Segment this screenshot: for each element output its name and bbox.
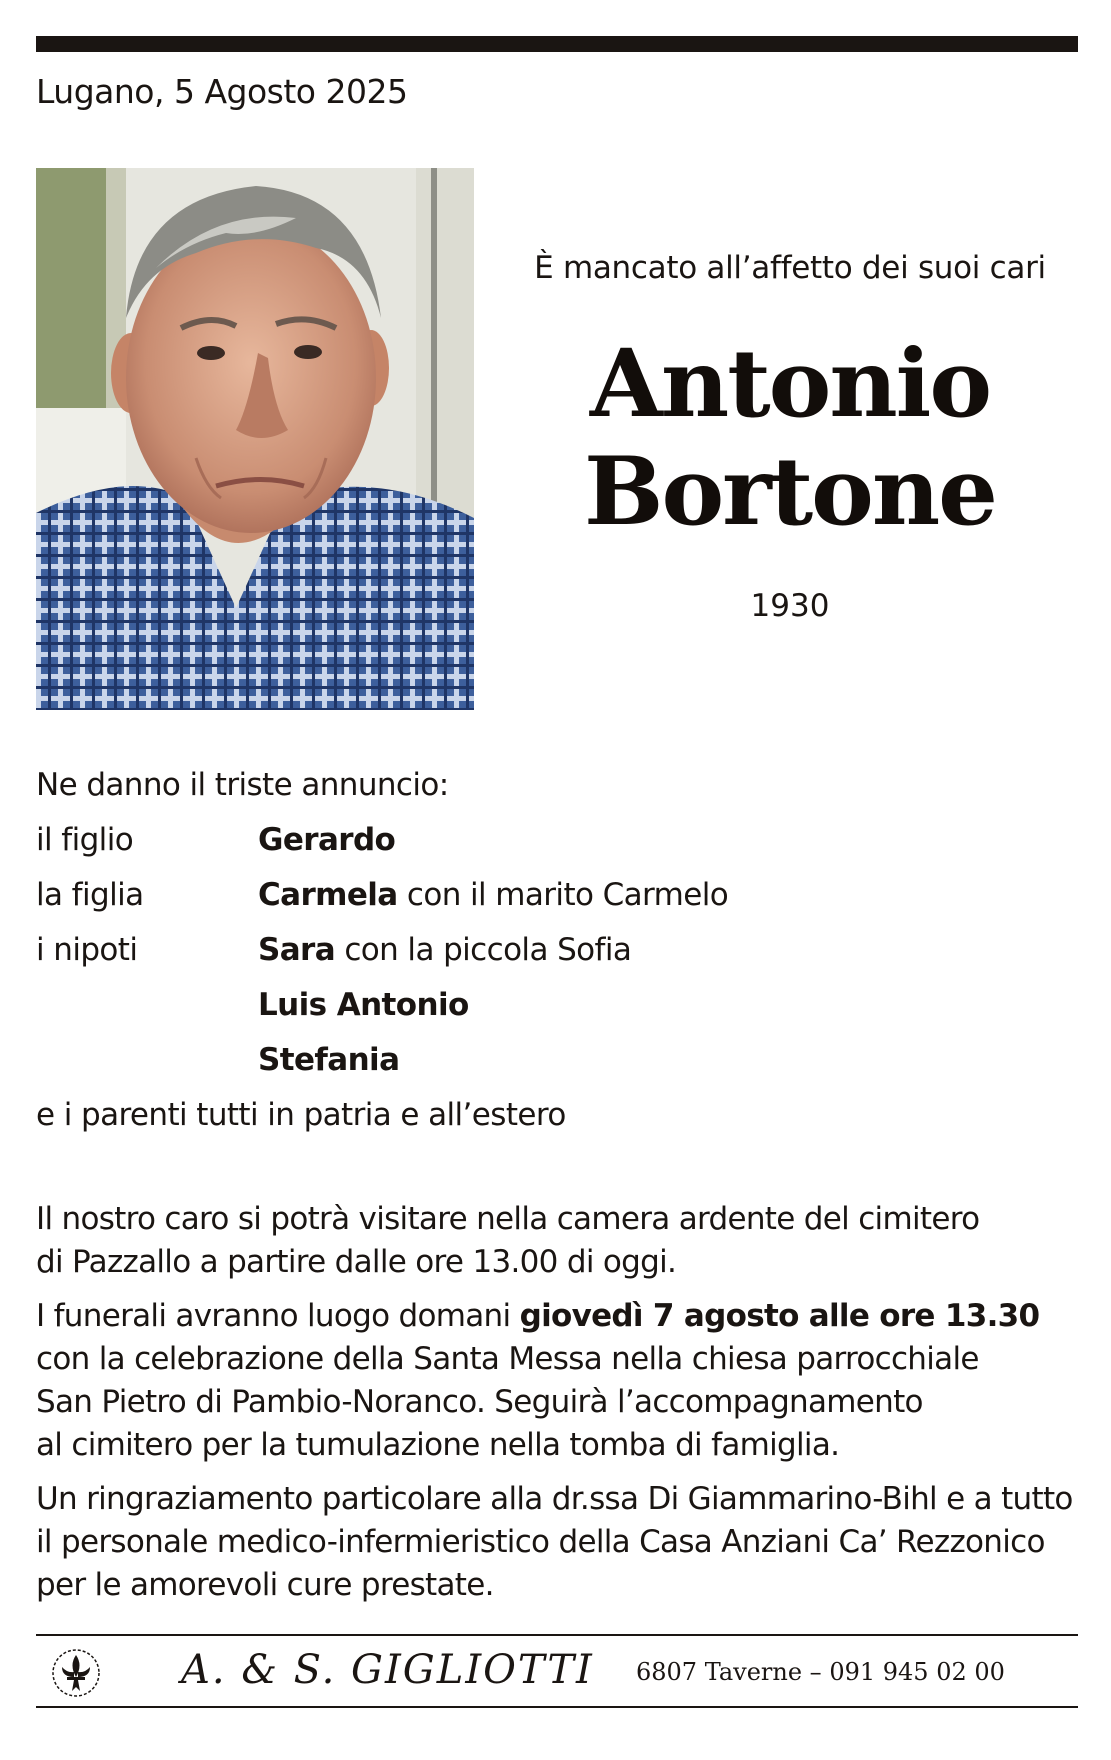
family-row — [36, 978, 1086, 1033]
family-name: Sara — [258, 932, 336, 968]
first-name: Antonio — [589, 329, 991, 439]
fleur-de-lis-icon — [50, 1647, 102, 1703]
family-row — [36, 1033, 1086, 1088]
deceased-name — [490, 330, 1090, 546]
relation — [36, 1033, 258, 1088]
family-name: Carmela — [258, 877, 398, 913]
footer — [36, 1643, 1078, 1703]
footer-rule-bottom — [36, 1706, 1078, 1708]
visit-paragraph: Il nostro caro si potrà visitare nella camera ardente del cimitero di Pazzallo a partire dalle ore 13.00 di oggi. — [36, 1201, 980, 1280]
relation: il figlio — [36, 822, 134, 858]
funeral-paragraph: I funerali avranno luogo domani giovedì 7 agosto alle ore 13.30 con la celebrazione della Santa Messa nella chiesa parrocchiale San Pietro di Pambio-Noranco. Seguirà l’accompagnamento al cimitero per la tumulazione nella tomba di famiglia. — [36, 1298, 1040, 1463]
family-detail: con il marito Carmelo — [397, 877, 729, 913]
last-name: Bortone — [584, 437, 996, 547]
footer-rule-top — [36, 1634, 1078, 1636]
intro-line: È mancato all’affetto dei suoi cari — [534, 250, 1046, 286]
relation: la figlia — [36, 877, 144, 913]
family-name: Luis Antonio — [258, 987, 469, 1023]
funeral-home-contact: 6807 Taverne – 091 945 02 00 — [636, 1658, 1005, 1686]
funeral-details — [36, 1198, 1086, 1618]
announcement-heading: Ne danno il triste annuncio: — [36, 767, 449, 803]
announcement-closing: e i parenti tutti in patria e all’estero — [36, 1097, 566, 1133]
dateline: Lugano, 5 Agosto 2025 — [36, 72, 408, 111]
family-detail: con la piccola Sofia — [335, 932, 632, 968]
portrait-photo — [36, 168, 474, 710]
top-rule — [36, 36, 1078, 52]
funeral-date: giovedì 7 agosto alle ore 13.30 — [519, 1298, 1040, 1334]
announcement — [36, 758, 1086, 1143]
family-name: Stefania — [258, 1042, 400, 1078]
relation: i nipoti — [36, 932, 138, 968]
family-row — [36, 868, 1086, 923]
funeral-home-name: A. & S. GIGLIOTTI — [181, 1647, 594, 1693]
thanks-paragraph: Un ringraziamento particolare alla dr.ssa Di Giammarino-Bihl e a tutto il personale medico-infermieristico della Casa Anziani Ca’ Rezzonico per le amorevoli cure prestate. — [36, 1481, 1073, 1603]
relation — [36, 978, 258, 1033]
birth-year: 1930 — [750, 588, 830, 624]
family-row — [36, 813, 1086, 868]
family-row — [36, 923, 1086, 978]
family-name: Gerardo — [258, 822, 396, 858]
